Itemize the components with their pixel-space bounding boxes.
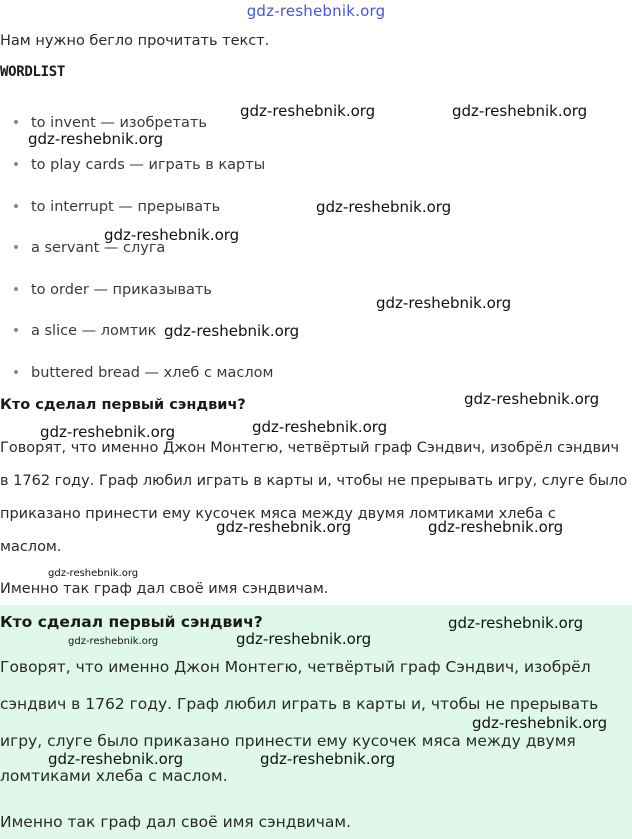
bullet-icon: [14, 204, 18, 208]
watermark: gdz-reshebnik.org: [252, 418, 388, 436]
bullet-icon: [14, 162, 18, 166]
watermark: gdz-reshebnik.org: [376, 294, 512, 312]
watermark: gdz-reshebnik.org: [48, 750, 184, 768]
watermark: gdz-reshebnik.org: [28, 130, 164, 148]
watermark: gdz-reshebnik.org: [48, 568, 139, 579]
bullet-icon: [14, 245, 18, 249]
article-line: Говорят, что именно Джон Монтегю, четвёртый граф Сэндвич, изобрёл сэндвич: [0, 440, 620, 456]
article-heading: Кто сделал первый сэндвич?: [0, 397, 246, 413]
article-line: маслом.: [0, 539, 62, 555]
watermark: gdz-reshebnik.org: [452, 102, 588, 120]
watermark: gdz-reshebnik.org: [464, 390, 600, 408]
bullet-icon: [14, 328, 18, 332]
watermark: gdz-reshebnik.org: [260, 750, 396, 768]
article-line: в 1762 году. Граф любил играть в карты и, чтобы не прерывать игру, слуге было: [0, 473, 628, 489]
answer-heading: Кто сделал первый сэндвич?: [0, 613, 263, 631]
answer-line: игру, слуге было приказано принести ему кусочек мяса между двумя: [0, 732, 576, 750]
intro-text: Нам нужно бегло прочитать текст.: [0, 33, 270, 49]
watermark: gdz-reshebnik.org: [40, 423, 176, 441]
wordlist-heading: WORDLIST: [0, 64, 66, 80]
wordlist-item: to interrupt — прерывать: [14, 199, 220, 215]
watermark: gdz-reshebnik.org: [428, 518, 564, 536]
watermark: gdz-reshebnik.org: [164, 322, 300, 340]
answer-line: ломтиками хлеба с маслом.: [0, 767, 228, 785]
watermark: gdz-reshebnik.org: [104, 226, 240, 244]
watermark: gdz-reshebnik.org: [216, 518, 352, 536]
watermark: gdz-reshebnik.org: [472, 714, 608, 732]
header-watermark: gdz-reshebnik.org: [246, 2, 386, 20]
bullet-icon: [14, 370, 18, 374]
wordlist-item: to order — приказывать: [14, 282, 212, 298]
wordlist-item: to invent — изобретать: [14, 115, 207, 131]
article-line: приказано принести ему кусочек мяса между двумя ломтиками хлеба с: [0, 506, 556, 522]
watermark: gdz-reshebnik.org: [236, 630, 372, 648]
wordlist-item: a servant — слуга: [14, 240, 165, 256]
article-line: Именно так граф дал своё имя сэндвичам.: [0, 581, 329, 597]
bullet-icon: [14, 120, 18, 124]
bullet-icon: [14, 287, 18, 291]
wordlist-item: buttered bread — хлеб с маслом: [14, 365, 273, 381]
answer-line: Говорят, что именно Джон Монтегю, четвёртый граф Сэндвич, изобрёл: [0, 658, 591, 676]
answer-line: Именно так граф дал своё имя сэндвичам.: [0, 813, 352, 831]
answer-line: сэндвич в 1762 году. Граф любил играть в карты и, чтобы не прерывать: [0, 695, 599, 713]
watermark: gdz-reshebnik.org: [240, 102, 376, 120]
watermark: gdz-reshebnik.org: [316, 198, 452, 216]
wordlist-item: to play cards — играть в карты: [14, 157, 265, 173]
wordlist-item: a slice — ломтик: [14, 323, 156, 339]
watermark: gdz-reshebnik.org: [68, 636, 159, 647]
watermark: gdz-reshebnik.org: [448, 614, 584, 632]
